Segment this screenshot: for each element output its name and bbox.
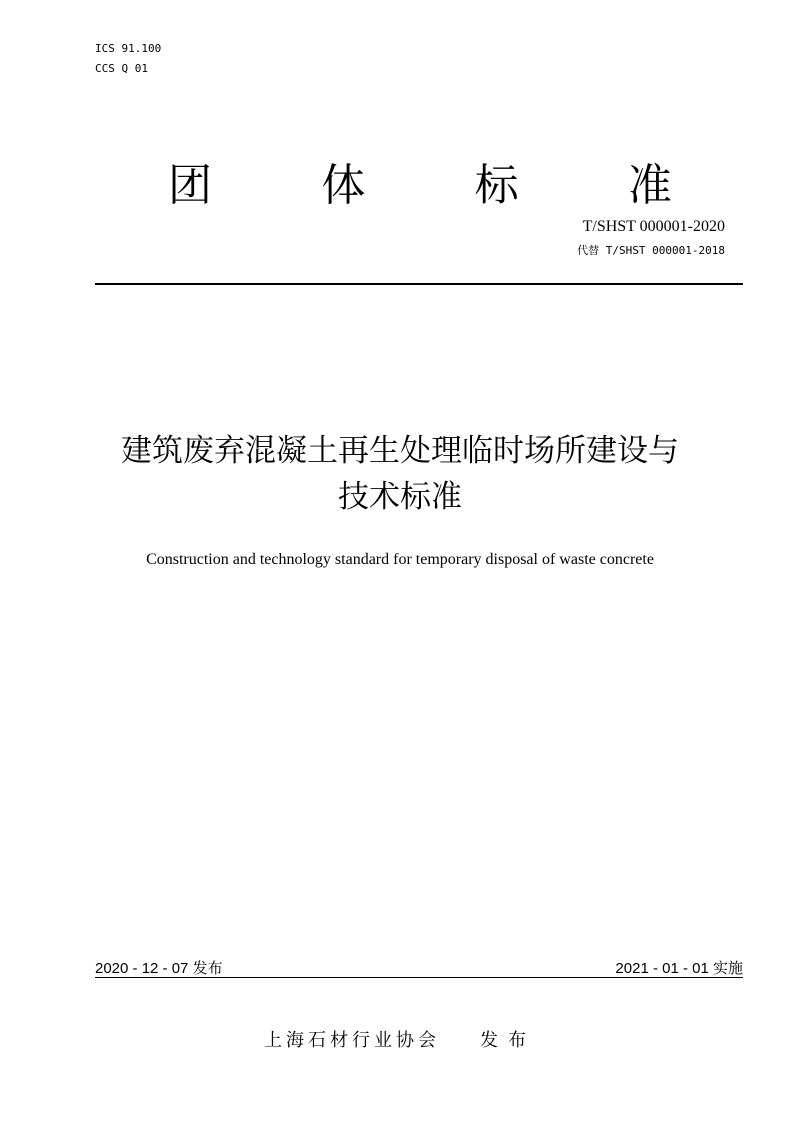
document-title-zh	[60, 428, 740, 520]
category-char-3: 标	[474, 160, 519, 211]
standard-category-title	[120, 158, 720, 214]
issue-date: 2020 - 12 - 07 发布	[95, 960, 223, 977]
title-zh-line-1: 建筑废弃混凝土再生处理临时场所建设与	[121, 433, 679, 469]
category-char-2: 体	[321, 160, 366, 211]
replaces-standard: 代替 T/SHST 000001-2018	[577, 244, 725, 257]
category-char-1: 团	[168, 160, 212, 211]
footer-divider	[95, 977, 743, 978]
category-char-4: 准	[627, 160, 672, 211]
standard-number: T/SHST 000001-2020	[582, 218, 725, 235]
document-title-en: Construction and technology standard for temporary disposal of waste concrete	[146, 551, 654, 568]
publisher-name: 上海石材行业协会	[264, 1030, 440, 1051]
publish-label: 发布	[480, 1030, 536, 1051]
publisher-line	[0, 1030, 800, 1052]
implementation-date: 2021 - 01 - 01 实施	[615, 960, 743, 977]
ics-code: ICS 91.100	[95, 42, 162, 55]
ccs-code: CCS Q 01	[95, 62, 148, 75]
title-zh-line-2: 技术标准	[338, 479, 462, 515]
header-divider	[95, 283, 743, 285]
